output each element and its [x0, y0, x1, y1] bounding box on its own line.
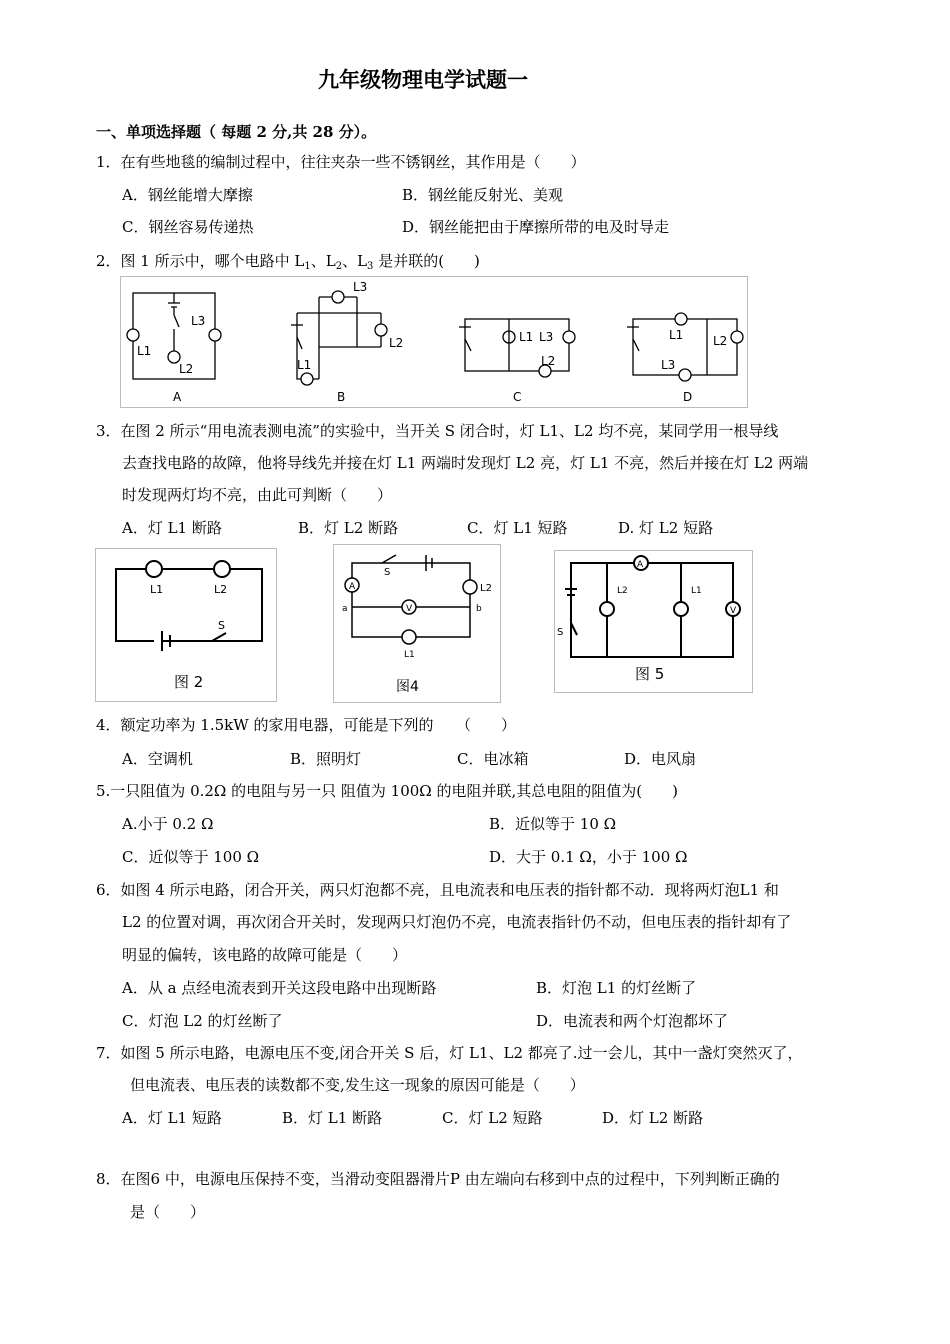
svg-text:L1: L1: [669, 328, 684, 342]
q3-option-c: C．灯 L1 短路: [467, 519, 568, 537]
page-title: 九年级物理电学试题一: [318, 67, 528, 92]
section-heading: 一、单项选择题（ 每题 2 分,共 28 分）。: [96, 123, 377, 141]
q4-option-a: A．空调机: [122, 750, 193, 768]
svg-text:S: S: [384, 567, 391, 578]
q3-line-3: 时发现两灯均不亮，由此可判断（ ）: [122, 486, 393, 504]
q3-option-d: D. 灯 L2 短路: [618, 519, 714, 537]
figure-5: [554, 550, 753, 693]
q6-line-1: 6．如图 4 所示电路，闭合开关，两只灯泡都不亮，且电流表和电压表的指针都不动．现将两灯泡L1 和: [96, 881, 779, 899]
svg-text:L1: L1: [297, 358, 312, 372]
q5-option-c: C．近似等于 100 Ω: [122, 848, 260, 866]
figure-4-diagram: [334, 545, 500, 702]
q1-option-b: B．钢丝能反射光、美观: [402, 186, 564, 204]
svg-text:L3: L3: [191, 314, 206, 328]
figure-1: [120, 276, 748, 408]
q7-line-2: 但电流表、电压表的读数都不变,发生这一现象的原因可能是（ ）: [130, 1076, 585, 1094]
q4-option-b: B．照明灯: [290, 750, 362, 768]
svg-text:L2: L2: [389, 336, 404, 350]
svg-text:L1: L1: [137, 344, 152, 358]
q2-stem: 2．图 1 所示中，哪个电路中 $L_1$、$L_2$、$L_3$ 是并联的( ): [96, 252, 480, 272]
figure-4: [333, 544, 501, 703]
figure-1-label-b: B: [337, 390, 346, 404]
svg-text:L2: L2: [617, 586, 628, 596]
q6-line-2: L2 的位置对调，再次闭合开关时，发现两只灯泡仍不亮，电流表指针仍不动，但电压表的指针却有了: [122, 913, 792, 931]
figure-4-caption: 图4: [396, 679, 419, 695]
svg-text:L3: L3: [661, 358, 676, 372]
q1-option-c: C．钢丝容易传递热: [122, 218, 254, 236]
figure-2-caption: 图 2: [174, 673, 204, 691]
q6-line-3: 明显的偏转，该电路的故障可能是（ ）: [122, 946, 408, 964]
svg-text:A: A: [349, 582, 356, 592]
q5-option-a: A.小于 0.2 Ω: [122, 815, 214, 833]
figure-2: [95, 548, 277, 702]
q3-option-b: B．灯 L2 断路: [298, 519, 399, 537]
svg-text:L3: L3: [353, 280, 368, 294]
q6-option-a: A．从 a 点经电流表到开关这段电路中出现断路: [122, 979, 437, 997]
q6-option-c: C．灯泡 L2 的灯丝断了: [122, 1012, 283, 1030]
svg-text:S: S: [218, 619, 225, 632]
q4-option-c: C．电冰箱: [457, 750, 529, 768]
svg-text:L2: L2: [214, 583, 228, 596]
figure-1-label-a: A: [173, 390, 182, 404]
q5-stem: 5.一只阻值为 0.2Ω 的电阻与另一只 阻值为 100Ω 的电阻并联,其总电阻的阻值为( ): [96, 782, 678, 800]
q3-line-2: 去查找电路的故障，他将导线先并接在灯 L1 两端时发现灯 L2 亮，灯 L1 不亮，然后并接在灯 L2 两端: [122, 454, 809, 472]
svg-text:L2: L2: [541, 354, 556, 368]
figure-1-diagram: [121, 277, 747, 407]
q7-option-d: D．灯 L2 断路: [602, 1109, 704, 1127]
figure-1-label-c: C: [513, 390, 522, 404]
q6-option-b: B．灯泡 L1 的灯丝断了: [536, 979, 697, 997]
figure-2-diagram: [96, 549, 276, 701]
svg-text:L1: L1: [519, 330, 534, 344]
q5-option-d: D．大于 0.1 Ω，小于 100 Ω: [489, 848, 688, 866]
figure-1-label-d: D: [683, 390, 693, 404]
q7-option-b: B．灯 L1 断路: [282, 1109, 383, 1127]
svg-text:L1: L1: [691, 586, 702, 596]
svg-text:L3: L3: [539, 330, 554, 344]
figure-5-caption: 图 5: [635, 665, 665, 683]
svg-text:L2: L2: [480, 583, 492, 594]
q6-option-d: D．电流表和两个灯泡都坏了: [536, 1012, 729, 1030]
figure-5-diagram: [555, 551, 752, 692]
q7-line-1: 7．如图 5 所示电路，电源电压不变,闭合开关 S 后，灯 L1、L2 都亮了.过一会儿，其中一盏灯突然灭了，: [96, 1044, 803, 1062]
q1-option-a: A．钢丝能增大摩擦: [122, 186, 253, 204]
svg-text:S: S: [557, 627, 564, 638]
svg-text:L2: L2: [713, 334, 728, 348]
q5-option-b: B．近似等于 10 Ω: [489, 815, 617, 833]
q3-option-a: A．灯 L1 断路: [122, 519, 222, 537]
q8-line-1: 8．在图6 中，电源电压保持不变，当滑动变阻器滑片P 由左端向右移到中点的过程中，下列判断正确的: [96, 1170, 780, 1188]
q4-stem: 4．额定功率为 1.5kW 的家用电器，可能是下列的 （ ）: [96, 716, 516, 734]
q1-stem: 1．在有些地毯的编制过程中，往往夹杂一些不锈钢丝，其作用是（ ）: [96, 153, 586, 171]
q4-option-d: D．电风扇: [624, 750, 697, 768]
q7-option-a: A．灯 L1 短路: [122, 1109, 222, 1127]
svg-text:a: a: [342, 604, 348, 614]
q7-option-c: C．灯 L2 短路: [442, 1109, 543, 1127]
svg-text:A: A: [637, 560, 644, 570]
q3-line-1: 3．在图 2 所示“用电流表测电流”的实验中，当开关 S 闭合时，灯 L1、L2 均不亮，某同学用一根导线: [96, 422, 779, 440]
svg-text:V: V: [406, 604, 413, 614]
q8-line-2: 是（ ）: [130, 1203, 206, 1221]
q1-option-d: D．钢丝能把由于摩擦所带的电及时导走: [402, 218, 670, 236]
svg-text:b: b: [476, 604, 482, 614]
svg-text:L1: L1: [404, 650, 415, 660]
svg-text:L2: L2: [179, 362, 194, 376]
svg-text:L1: L1: [150, 583, 164, 596]
svg-text:V: V: [730, 606, 737, 616]
